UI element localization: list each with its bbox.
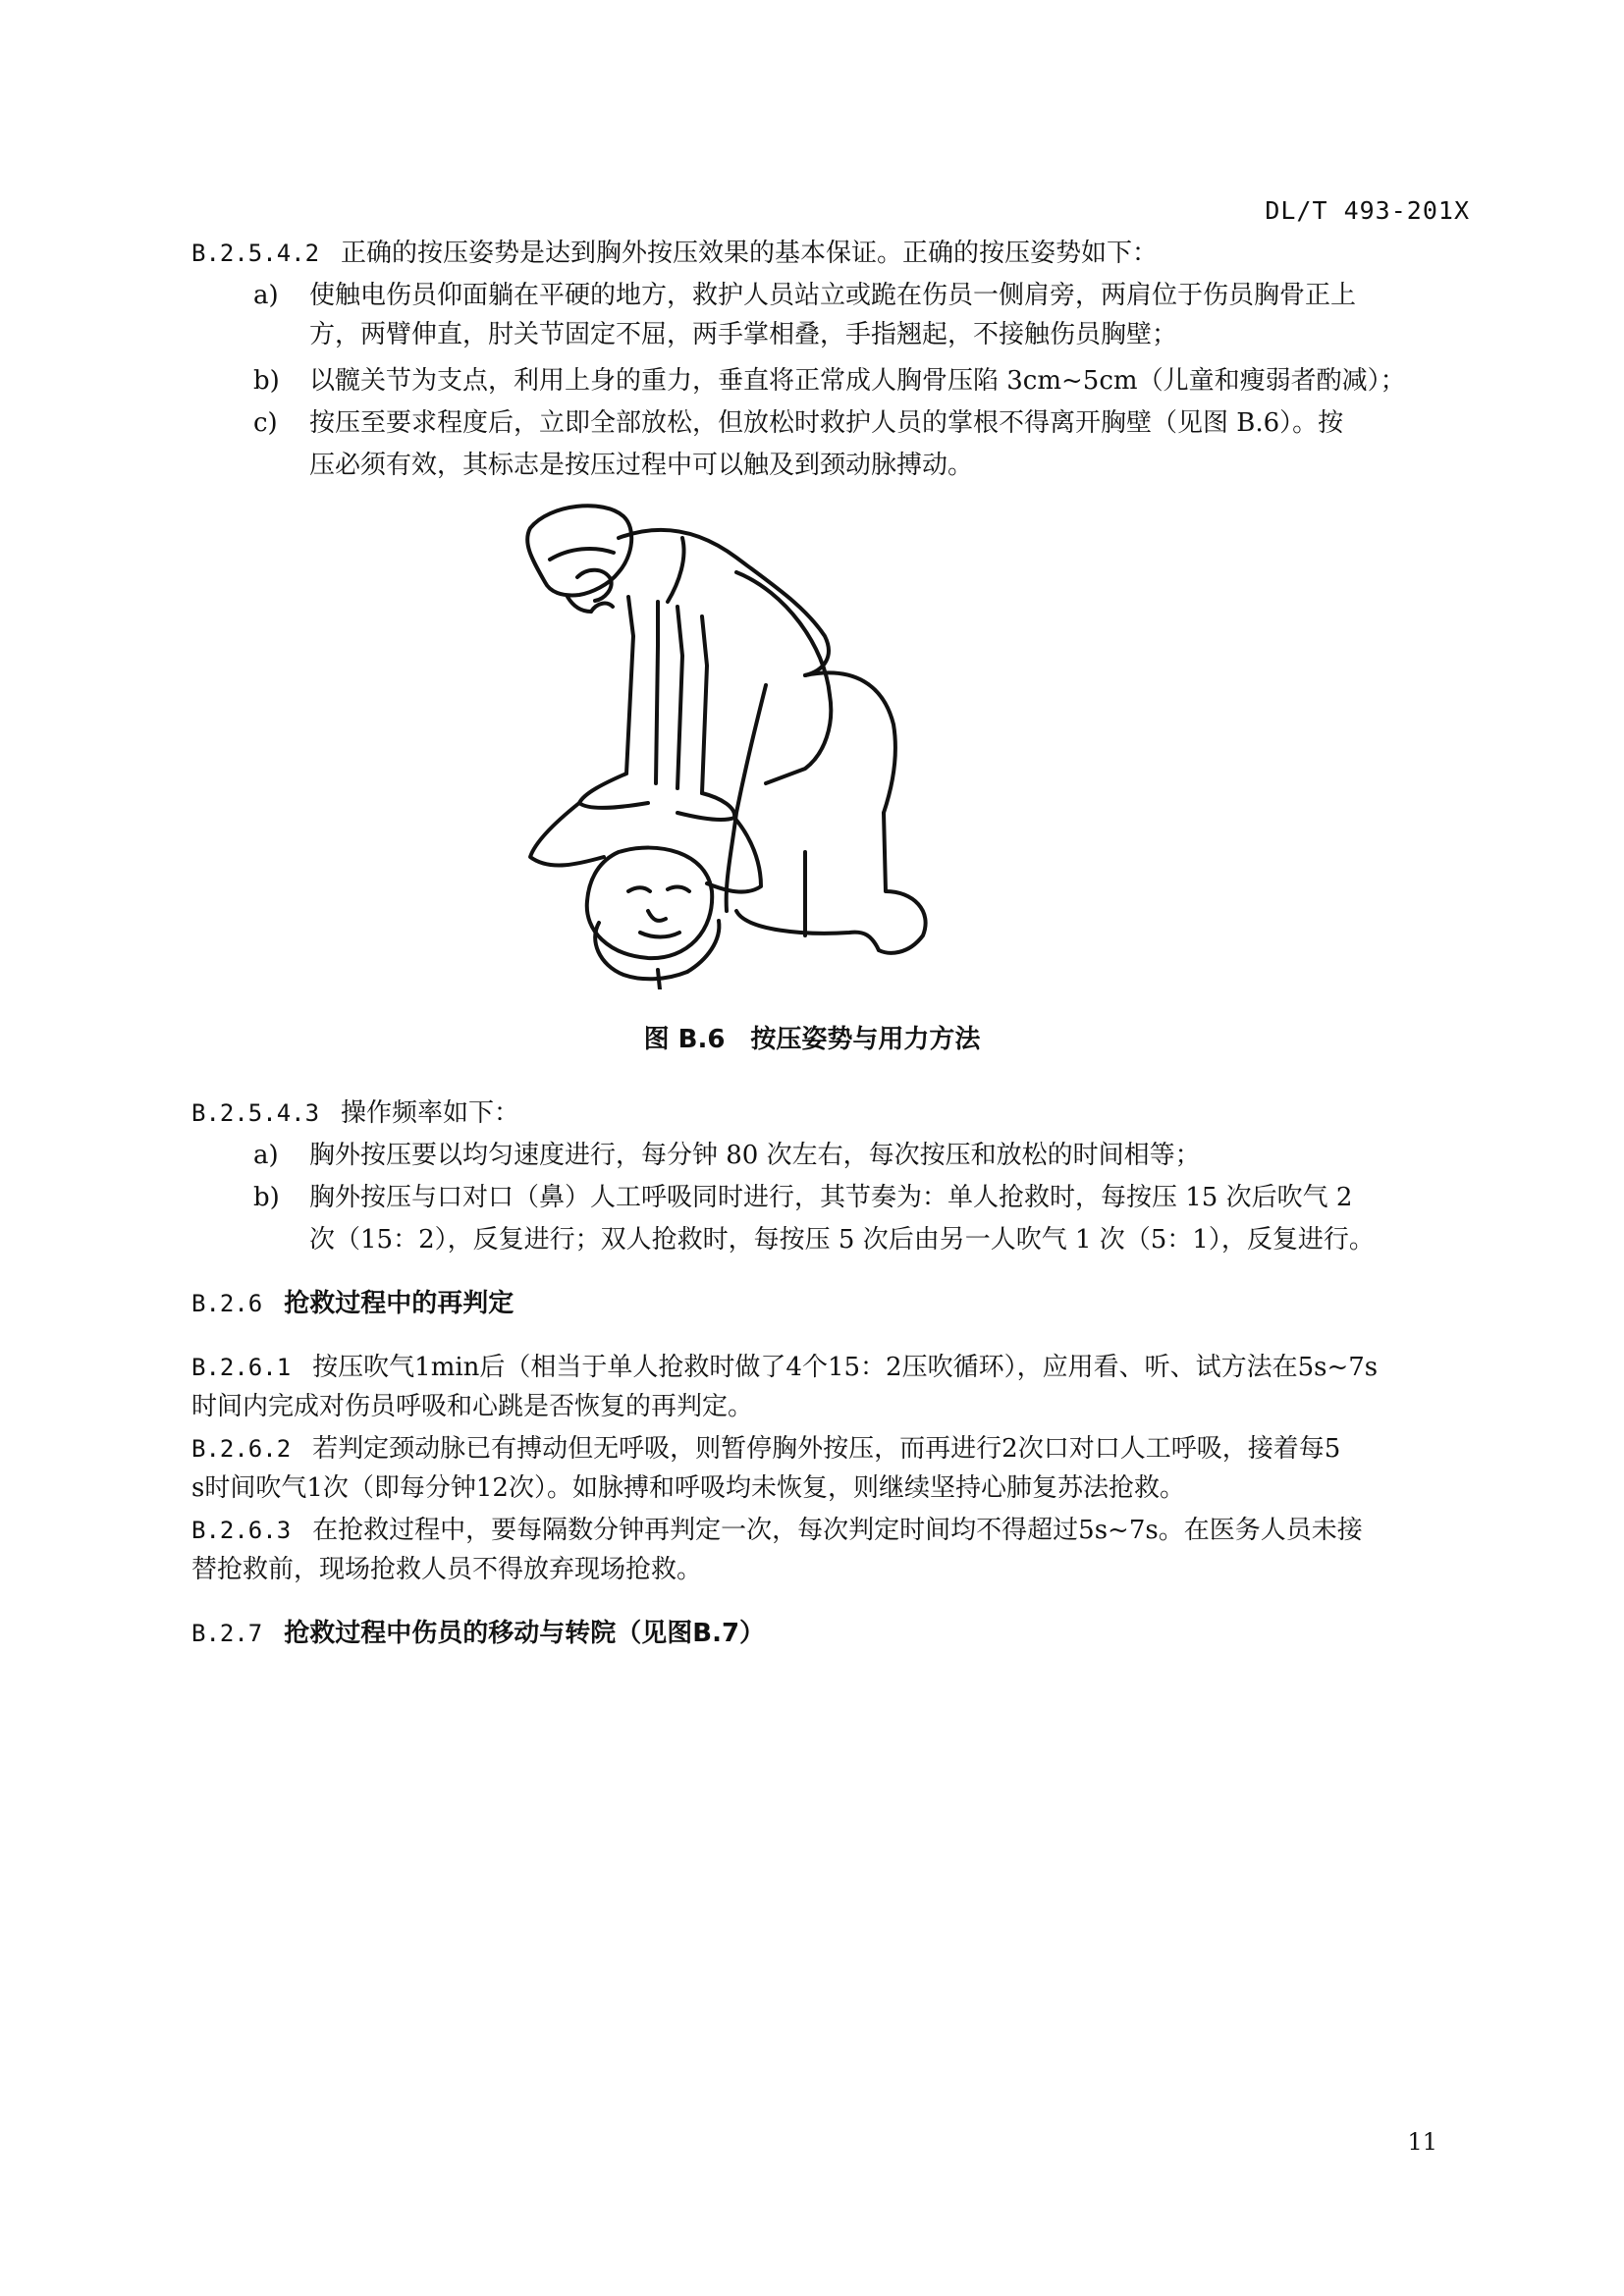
list-text: 胸外按压与口对口（鼻）人工呼吸同时进行，其节奏为：单人抢救时，每按压 15 次后吹气 2: [309, 1183, 1353, 1212]
list-marker: a): [253, 281, 279, 310]
list-marker: a): [253, 1141, 279, 1170]
list-text: 使触电伤员仰面躺在平硬的地方，救护人员站立或跪在伤员一侧肩旁，两肩位于伤员胸骨正上: [309, 281, 1357, 310]
list-item-b: [253, 361, 1406, 400]
document-code: DL/T 493-201X: [1265, 196, 1470, 225]
cpr-compression-illustration: [511, 499, 1188, 989]
clause-b2542: [191, 234, 1158, 273]
list-item-a: [253, 276, 1356, 315]
list-item-c-cont: 压必须有效，其标志是按压过程中可以触及到颈动脉搏动。: [309, 451, 974, 480]
clause-number: B.2.6.2: [191, 1435, 292, 1463]
clause-text: 若判定颈动脉已有搏动但无呼吸，则暂停胸外按压，而再进行2次口对口人工呼吸，接着每5: [312, 1434, 1341, 1464]
list-item-b: [253, 1178, 1352, 1217]
clause-text: 在抢救过程中，要每隔数分钟再判定一次，每次判定时间均不得超过5s~7s。在医务人员未接: [312, 1516, 1363, 1545]
page-number: 11: [1407, 2128, 1437, 2156]
figure-caption: 图 B.6 按压姿势与用力方法: [643, 1025, 981, 1054]
list-marker: b): [253, 1183, 280, 1212]
clause-b2543: [191, 1094, 519, 1133]
clause-b262-cont: s时间吹气1次（即每分钟12次）。如脉搏和呼吸均未恢复，则继续坚持心肺复苏法抢救。: [191, 1473, 1185, 1503]
clause-number: B.2.5.4.3: [191, 1099, 320, 1127]
clause-text: 按压吹气1min后（相当于单人抢救时做了4个15：2压吹循环），应用看、听、试方法在5s~7s: [312, 1353, 1379, 1382]
list-item-a-cont: 方，两臂伸直，肘关节固定不屈，两手掌相叠，手指翘起，不接触伤员胸壁；: [309, 320, 1178, 349]
list-item-c: [253, 403, 1343, 443]
clause-number: B.2.6.1: [191, 1354, 292, 1381]
clause-b262: [191, 1429, 1340, 1468]
list-marker: c): [253, 408, 278, 438]
list-marker: b): [253, 366, 280, 396]
clause-b263-cont: 替抢救前，现场抢救人员不得放弃现场抢救。: [191, 1555, 703, 1584]
clause-number: B.2.5.4.2: [191, 240, 320, 267]
list-item-b-cont: 次（15：2），反复进行；双人抢救时，每按压 5 次后由另一人吹气 1 次（5：1），反复进行。: [309, 1225, 1375, 1255]
clause-number: B.2.6.3: [191, 1517, 292, 1544]
section-number: B.2.7: [191, 1620, 263, 1647]
section-heading-b26: [191, 1284, 514, 1323]
list-text: 以髋关节为支点，利用上身的重力，垂直将正常成人胸骨压陷 3cm~5cm（儿童和瘦弱者酌减）；: [309, 366, 1406, 396]
clause-text: 正确的按压姿势是达到胸外按压效果的基本保证。正确的按压姿势如下：: [341, 239, 1159, 268]
section-number: B.2.6: [191, 1290, 263, 1317]
list-text: 按压至要求程度后，立即全部放松，但放松时救护人员的掌根不得离开胸壁（见图 B.6）。按: [309, 408, 1344, 438]
list-item-a: [253, 1136, 1201, 1175]
clause-text: 操作频率如下：: [341, 1098, 520, 1128]
section-heading-b27: [191, 1614, 765, 1653]
section-title: 抢救过程中伤员的移动与转院（见图B.7）: [284, 1619, 766, 1648]
section-title: 抢救过程中的再判定: [284, 1289, 514, 1318]
clause-b261: [191, 1348, 1378, 1387]
clause-b263: [191, 1511, 1363, 1550]
list-text: 胸外按压要以均匀速度进行，每分钟 80 次左右，每次按压和放松的时间相等；: [309, 1141, 1201, 1170]
clause-b261-cont: 时间内完成对伤员呼吸和心跳是否恢复的再判定。: [191, 1392, 754, 1421]
